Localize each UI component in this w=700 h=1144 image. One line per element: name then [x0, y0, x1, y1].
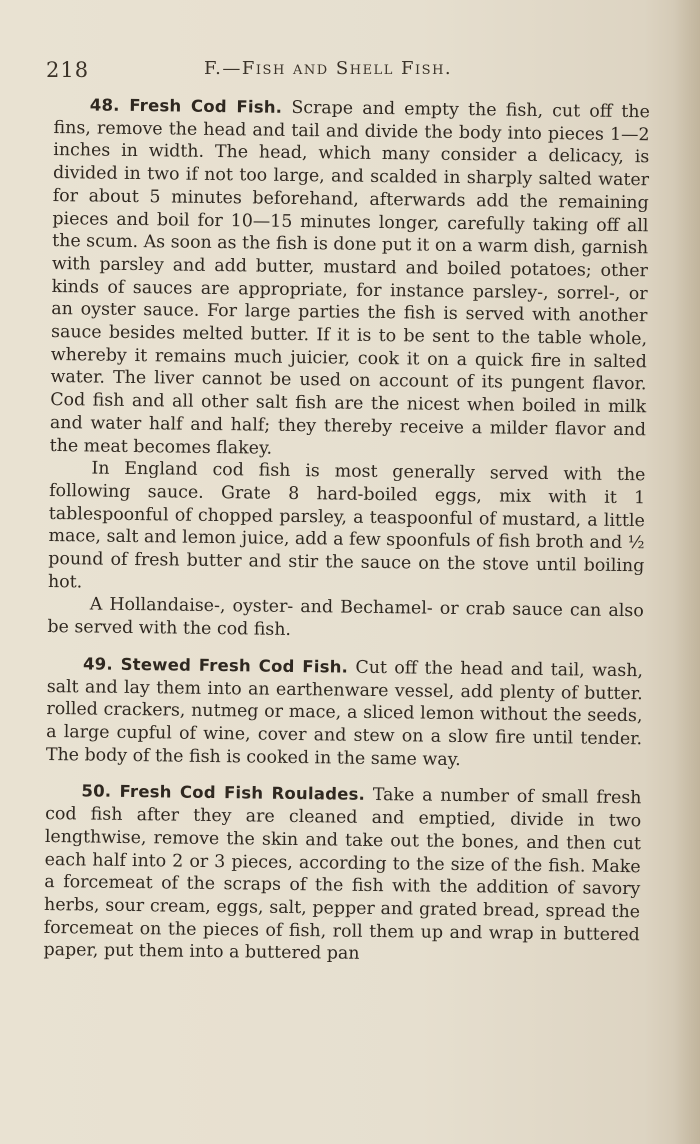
- recipe-50-paragraph: [43, 780, 641, 969]
- recipe-48-paragraph-3: A Hollandaise-, oyster- and Bechamel- or crab sauce can also be served with the cod fish.: [47, 594, 644, 641]
- page-header: [44, 52, 656, 84]
- recipe-text: Take a number of small fresh cod fish after they are cleaned and emptied, divide in two lengthwise, remove the skin and take out the bones, and then cut each half into 2 or 3 pieces, according to the size of the fish. Make a forcemeat of the scraps of the fish with the addition of savory herbs, sour cream, eggs, salt, pepper and grated bread, spread the forcemeat on the pieces of fish, roll them up and wrap in buttered paper, put them into a buttered pan: [43, 785, 642, 965]
- running-title: F.—Fish and Shell Fish.: [204, 58, 453, 79]
- recipe-text: Cut off the head and tail, wash, salt and lay them into an earthenware vessel, add plenty of butter. rolled crackers, nutmeg or mace, a sliced lemon without the seeds, a large cupful of wine, cover and stew on a slow fire until tender. The body of the fish is cooked in the same way.: [45, 657, 644, 770]
- page-body: [43, 94, 650, 969]
- recipe-49-paragraph: [46, 653, 643, 774]
- recipe-heading: 49. Stewed Fresh Cod Fish.: [82, 654, 349, 677]
- recipe-48-paragraph-2: In England cod fish is most generally served with the following sauce. Grate 8 hard-boiled eggs, mix with it 1 tablespoonful of chopped parsley, a teaspoonful of mustard, a little mace, salt and lemon juice, add a few spoonfuls of fish broth and ½ pound of fresh butter and stir the sauce on the stove until boiling hot.: [47, 458, 646, 593]
- page-number: 218: [46, 58, 90, 82]
- recipe-heading: 50. Fresh Cod Fish Roulades.: [81, 781, 366, 805]
- recipe-heading: 48. Fresh Cod Fish.: [89, 95, 283, 117]
- recipe-48-paragraph: [50, 94, 650, 465]
- recipe-text: Scrape and empty the fish, cut off the fins, remove the head and tail and divide the body into pieces 1—2 inches in width. The head, which many consider a delicacy, is divided in two if not too large, and scalded in sharply salted water for about 5 minutes beforehand, afterwards add the remaining pieces and boil for 10—15 minutes longer, carefully taking off all the scum. As soon as the fish is done put it on a warm dish, garnish with parsley and add butter, mustard and boiled potatoes; other kinds of sauces are appropriate, for instance parsley-, sorrel-, or an oyster sauce. For large parties the fish is served with another sauce besides melted butter. If it is to be sent to the table whole, whereby it remains much juicier, cook it on a quick fire in salted water. The liver cannot be used on account of its pungent flavor. Cod fish and all other salt fish are the nicest when boiled in milk and water half and half; they thereby receive a milder flavor and the meat becomes flakey.: [49, 97, 650, 459]
